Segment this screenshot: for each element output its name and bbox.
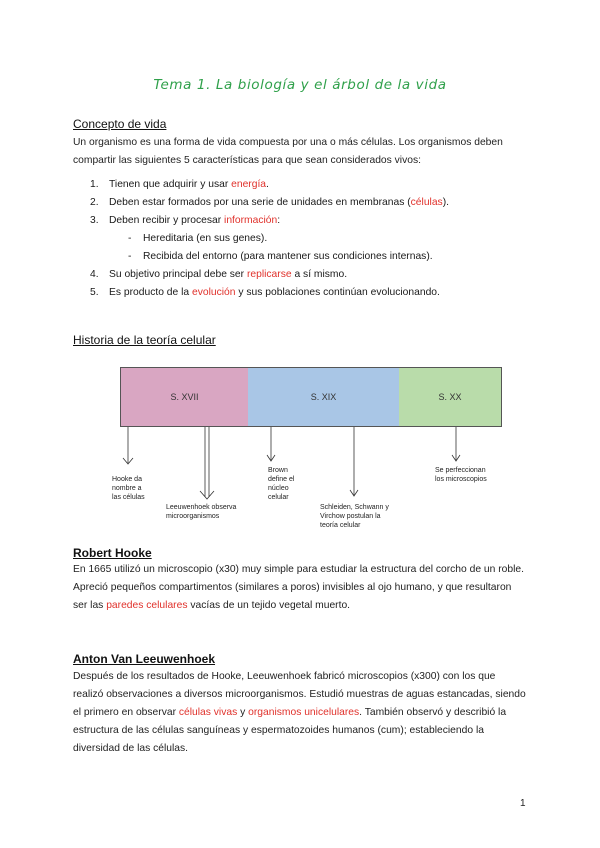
- page-number: 1: [520, 798, 526, 809]
- list-item: 4. Su objetivo principal debe ser replicarse a sí mismo.: [90, 269, 348, 280]
- list-item: 2. Deben estar formados por una serie de unidades en membranas (células).: [90, 197, 450, 208]
- timeline-label-hooke: Hooke da nombre a las células: [112, 476, 145, 501]
- timeline-label-microscopios: Se perfeccionan los microscopios: [435, 467, 487, 483]
- timeline-segment-xx: S. XX: [399, 368, 501, 426]
- highlight-term: energía: [231, 179, 267, 190]
- highlight-term: evolución: [192, 287, 236, 298]
- highlight-term: organismos unicelulares: [248, 707, 360, 718]
- timeline-segment-xvii: S. XVII: [121, 368, 248, 426]
- highlight-term: células vivas: [178, 707, 238, 718]
- section-heading-historia: Historia de la teoría celular: [73, 333, 216, 347]
- highlight-term: células: [410, 197, 443, 208]
- timeline-label-leeuwenhoek: Leeuwenhoek observa microorganismos: [166, 504, 237, 520]
- highlight-term: paredes celulares: [106, 600, 188, 611]
- concepto-intro: Un organismo es una forma de vida compuesta por una o más células. Los organismos deben compartir las siguientes 5 características para que sean considerados vivos:: [73, 137, 503, 166]
- section-heading-concepto: Concepto de vida: [73, 117, 167, 131]
- page-title: Tema 1. La biología y el árbol de la vida: [153, 77, 447, 93]
- highlight-term: información: [224, 215, 278, 226]
- list-item: 3. Deben recibir y procesar información:: [90, 215, 281, 226]
- timeline-label-schleiden: Schleiden, Schwann y Virchow postulan la teoría celular: [320, 504, 389, 529]
- section-heading-leeuwenhoek: Anton Van Leeuwenhoek: [73, 652, 216, 666]
- list-item: 1. Tienen que adquirir y usar energía.: [90, 179, 269, 190]
- sub-list-item: - Hereditaria (en sus genes).: [128, 233, 268, 244]
- leeuwenhoek-paragraph: Después de los resultados de Hooke, Leeuwenhoek fabricó microscopios (x300) con los que realizó observaciones a diversos microorganismos. Estudió muestras de aguas estancadas, siendo el primero en observar células vivas y organismos unicelulares. También observó y describió la estructura de las células sanguíneas y espermatozoides humanos (cum); estableciendo la diversidad de las células.: [73, 671, 526, 754]
- highlight-term: replicarse: [246, 269, 292, 280]
- timeline-segment-xix: S. XIX: [248, 368, 399, 426]
- timeline-label-brown: Brown define el núcleo celular: [268, 467, 295, 501]
- sub-list-item: - Recibida del entorno (para mantener sus condiciones internas).: [128, 251, 433, 262]
- section-heading-hooke: Robert Hooke: [73, 546, 152, 560]
- hooke-paragraph: En 1665 utilizó un microscopio (x30) muy simple para estudiar la estructura del corcho de un roble. Apreció pequeños compartimentos (similares a poros) invisibles al ojo humano, y que resultaron ser las paredes celulares vacías de un tejido vegetal muerto.: [73, 564, 525, 611]
- list-item: 5. Es producto de la evolución y sus poblaciones continúan evolucionando.: [90, 287, 440, 298]
